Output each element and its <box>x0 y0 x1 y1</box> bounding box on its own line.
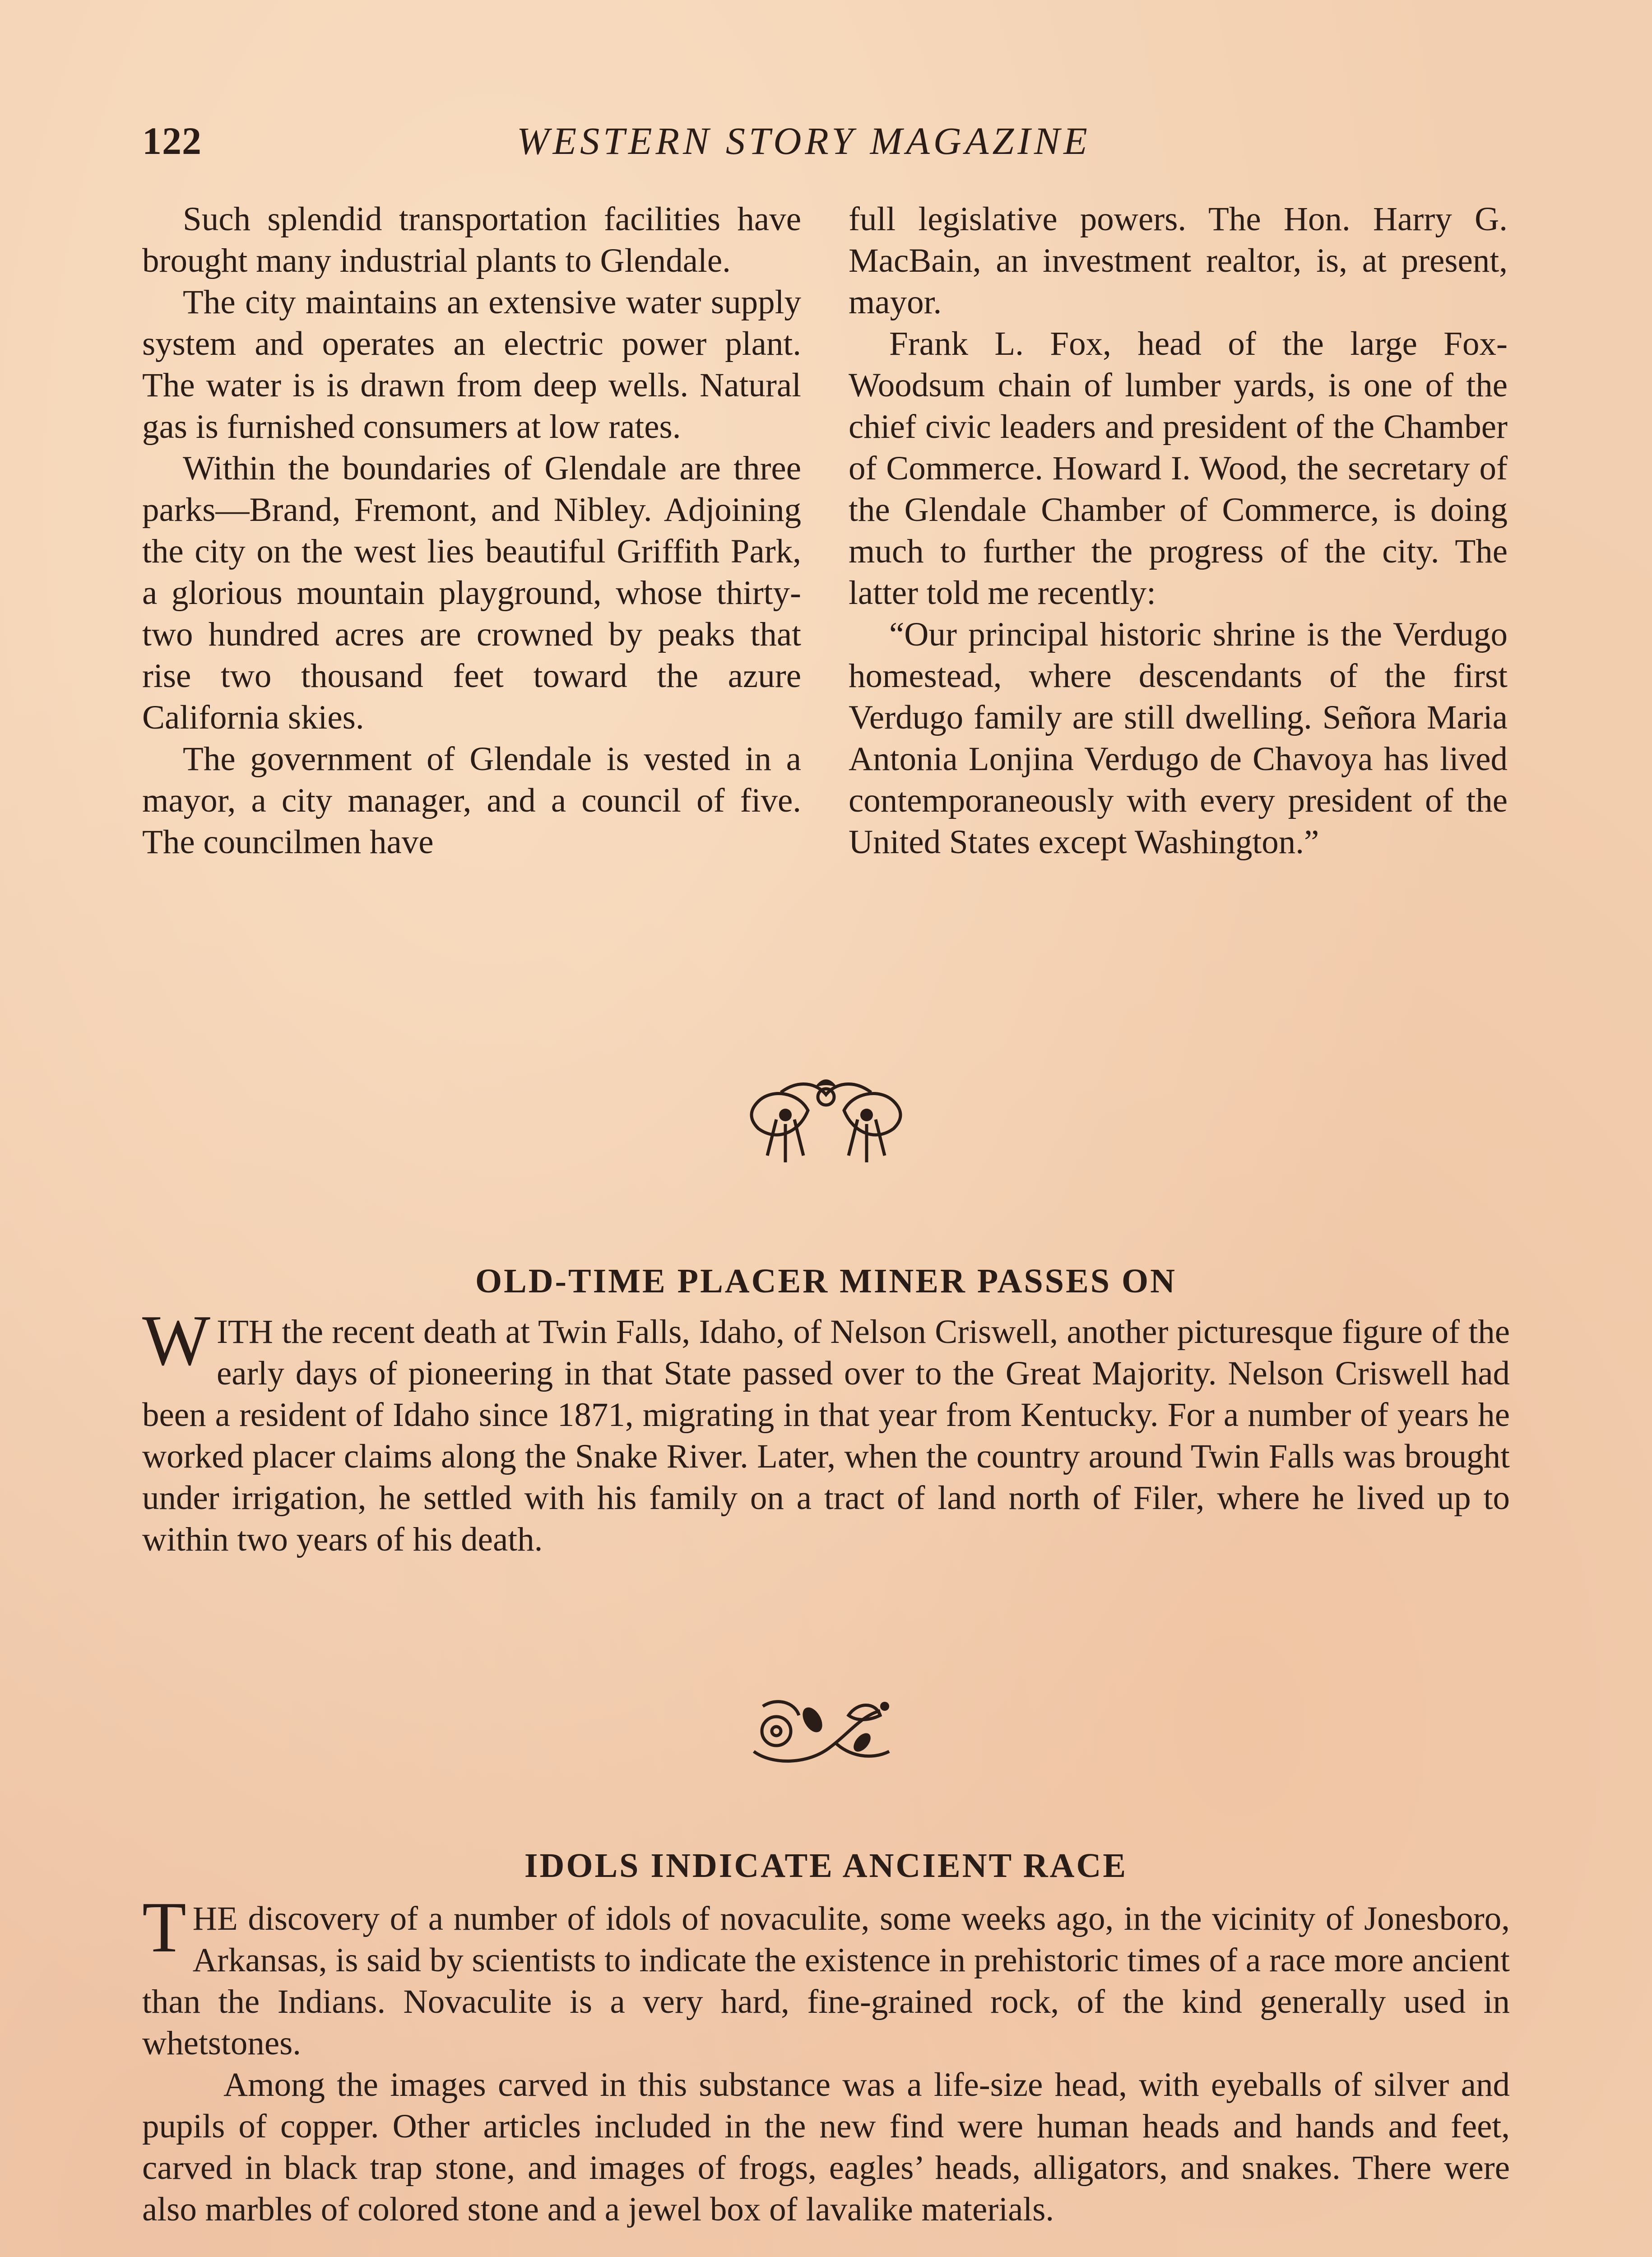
article-body <box>142 1887 1510 2230</box>
magazine-title: WESTERN STORY MAGAZINE <box>517 119 1091 163</box>
paragraph: Within the boundaries of Glendale are three parks—Brand, Fremont, and Nibley. Adjoining the city on the west lies beautiful Griffith Park, a glorious mountain playground, whose thirty-two hundred acres are crowned by peaks that rise two thousand feet toward the azure California skies. <box>142 450 801 736</box>
left-column <box>142 199 801 863</box>
floral-ornament-icon <box>731 1074 921 1174</box>
paragraph: The government of Glendale is vested in a mayor, a city manager, and a council of five. The councilmen have <box>142 740 801 861</box>
paragraph: “Our principal historic shrine is the Verdugo homestead, where descendants of the first Verdugo family are still dwelling. Señora Maria Antonia Lonjina Verdugo de Chavoya has lived contemporaneously with every president of the United States except Washington.” <box>849 616 1508 861</box>
paragraph: full legislative powers. The Hon. Harry G. MacBain, an investment realtor, is, at present, mayor. <box>849 200 1508 321</box>
page-number: 122 <box>142 119 202 163</box>
drop-cap: T <box>142 1887 186 1967</box>
article-headline: IDOLS INDICATE ANCIENT RACE <box>524 1847 1128 1885</box>
vine-ornament-icon <box>745 1688 898 1769</box>
article-body <box>142 1300 1510 1560</box>
article-text: Among the images carved in this substance was a life-size head, with eyeballs of silver and pupils of copper. Other articles included in the new find were human heads and hands and feet, carved in black trap stone, and images of frogs, eagles’ heads, alligators, and snakes. There were also marbles of colored stone and a jewel box of lavalike materials. <box>142 2066 1510 2228</box>
paragraph: The city maintains an extensive water supply system and operates an electric power plant. The water is is drawn from deep wells. Natural gas is furnished consumers at low rates. <box>142 283 801 446</box>
article-text: HE discovery of a number of idols of novaculite, some weeks ago, in the vicinity of Jonesboro, Arkansas, is said by scientists to indicate the existence in prehistoric times of a race more ancient than the Indians. Novaculite is a very hard, fine-grained rock, of the kind generally used in whetstones. <box>142 1900 1510 2062</box>
paragraph: Frank L. Fox, head of the large Fox-Woodsum chain of lumber yards, is one of the chief civic leaders and president of the Chamber of Commerce. Howard I. Wood, the secretary of the Glendale Chamber of Commerce, is doing much to further the progress of the city. The latter told me recently: <box>849 325 1508 612</box>
paragraph: Such splendid transportation facilities have brought many industrial plants to Glendale. <box>142 200 801 279</box>
article-headline: OLD-TIME PLACER MINER PASSES ON <box>475 1262 1177 1300</box>
drop-cap: W <box>142 1300 211 1380</box>
article-text: ITH the recent death at Twin Falls, Idaho, of Nelson Criswell, another picturesque figure of the early days of pioneering in that State passed over to the Great Majority. Nelson Criswell had been a resident of Idaho since 1871, migrating in that year from Kentucky. For a number of years he worked placer claims along the Snake River. Later, when the country around Twin Falls was brought under irrigation, he settled with his family on a tract of land north of Filer, where he lived up to within two years of his death. <box>142 1313 1510 1558</box>
running-header <box>142 118 1316 168</box>
right-column <box>849 199 1508 863</box>
